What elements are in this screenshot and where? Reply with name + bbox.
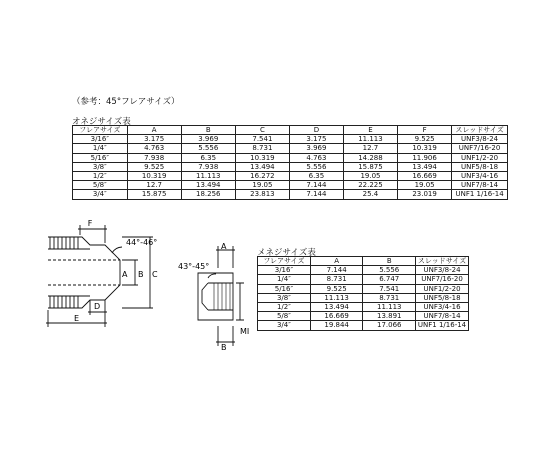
female-table-cell: 5/8″	[258, 312, 311, 321]
male-table-row	[73, 162, 508, 171]
female-table-cell: 3/8″	[258, 293, 311, 302]
male-table-header-cell: F	[398, 126, 452, 135]
male-table-row	[73, 144, 508, 153]
male-angle-label: 44°-46°	[126, 238, 158, 247]
female-table-cell: 19.844	[310, 321, 363, 330]
female-table-row	[258, 266, 469, 275]
female-table-row	[258, 275, 469, 284]
male-table-row	[73, 135, 508, 144]
male-table-cell: 1/2″	[73, 171, 128, 180]
male-dim-e: E	[74, 314, 80, 323]
male-table-cell: 5.556	[181, 144, 235, 153]
male-table-header-cell: D	[289, 126, 343, 135]
male-table-cell: 22.225	[343, 181, 397, 190]
male-table-cell: UNF7/16-20	[452, 144, 508, 153]
male-table-cell: 5/16″	[73, 153, 128, 162]
male-table-cell: UNF7/8-14	[452, 181, 508, 190]
female-table-cell: 16.669	[310, 312, 363, 321]
male-table-row	[73, 181, 508, 190]
male-dim-b: B	[138, 270, 144, 279]
male-table-cell: 5/8″	[73, 181, 128, 190]
female-table-row	[258, 293, 469, 302]
female-table-cell: UNF1/2-20	[416, 284, 469, 293]
male-table-cell: 7.144	[289, 190, 343, 199]
male-table-header-cell: C	[235, 126, 289, 135]
female-table-cell: 17.066	[363, 321, 416, 330]
male-table-cell: 19.05	[343, 171, 397, 180]
female-dim-b: B	[221, 343, 227, 350]
male-table-cell: UNF1 1/16-14	[452, 190, 508, 199]
male-table-cell: 23.813	[235, 190, 289, 199]
male-table-cell: 1/4″	[73, 144, 128, 153]
female-table-cell: UNF7/8-14	[416, 312, 469, 321]
female-table-cell: 3/16″	[258, 266, 311, 275]
male-table-cell: 10.319	[127, 171, 181, 180]
male-table-cell: 14.288	[343, 153, 397, 162]
female-dim-a: A	[221, 242, 227, 251]
male-table-cell: 16.272	[235, 171, 289, 180]
male-table-cell: 9.525	[127, 162, 181, 171]
male-table-row	[73, 171, 508, 180]
female-table-header-cell: フレアサイズ	[258, 257, 311, 266]
female-table-cell: 3/4″	[258, 321, 311, 330]
male-table-header-cell: E	[343, 126, 397, 135]
female-table-header-cell: B	[363, 257, 416, 266]
female-table-header-row	[258, 257, 469, 266]
female-table-cell: UNF3/8-24	[416, 266, 469, 275]
female-table-header-cell: スレッドサイズ	[416, 257, 469, 266]
male-table-cell: 5.556	[289, 162, 343, 171]
male-table-cell: UNF5/8-18	[452, 162, 508, 171]
male-dim-c: C	[152, 270, 158, 279]
female-table-cell: 8.731	[363, 293, 416, 302]
male-table-cell: 13.494	[181, 181, 235, 190]
male-table-cell: UNF3/8-24	[452, 135, 508, 144]
male-table-cell: 9.525	[398, 135, 452, 144]
male-dim-f: F	[87, 219, 93, 228]
female-table-row	[258, 312, 469, 321]
male-table-cell: 19.05	[398, 181, 452, 190]
male-table-header-cell: フレアサイズ	[73, 126, 128, 135]
male-dim-a: A	[122, 270, 128, 279]
male-table-cell: 15.875	[127, 190, 181, 199]
male-table-cell: UNF1/2-20	[452, 153, 508, 162]
male-table-cell: 3.175	[289, 135, 343, 144]
female-table-cell: 9.525	[310, 284, 363, 293]
male-table-cell: 3.175	[127, 135, 181, 144]
female-table-cell: UNF3/4-16	[416, 302, 469, 311]
female-table-cell: 13.494	[310, 302, 363, 311]
male-table-cell: 6.35	[181, 153, 235, 162]
male-table-cell: 16.669	[398, 171, 452, 180]
male-table-cell: 4.763	[289, 153, 343, 162]
male-table-cell: 3/4″	[73, 190, 128, 199]
male-dim-d: D	[94, 302, 101, 311]
female-table-cell: UNF5/8-18	[416, 293, 469, 302]
male-table-cell: 18.256	[181, 190, 235, 199]
male-table-cell: 7.938	[127, 153, 181, 162]
male-table-cell: 7.541	[235, 135, 289, 144]
female-dim-mi: MI	[240, 327, 250, 336]
female-fitting-diagram	[178, 238, 253, 350]
female-table-cell: 13.891	[363, 312, 416, 321]
female-table-cell: 5/16″	[258, 284, 311, 293]
male-table-cell: 7.938	[181, 162, 235, 171]
female-table-cell: 7.144	[310, 266, 363, 275]
female-table-cell: 8.731	[310, 275, 363, 284]
female-table-row	[258, 284, 469, 293]
female-table-cell: 11.113	[363, 302, 416, 311]
female-table-header-cell: A	[310, 257, 363, 266]
male-table-row	[73, 153, 508, 162]
female-angle-label: 43°-45°	[178, 262, 210, 271]
male-table-header-cell: A	[127, 126, 181, 135]
female-table-cell: 1/4″	[258, 275, 311, 284]
male-table-header-row	[73, 126, 508, 135]
male-table-cell: 3/8″	[73, 162, 128, 171]
female-table-row	[258, 321, 469, 330]
male-size-table	[72, 125, 508, 200]
male-fitting-diagram	[30, 215, 160, 330]
male-table-cell: 11.113	[181, 171, 235, 180]
male-table-cell: 11.906	[398, 153, 452, 162]
male-table-cell: 3.969	[181, 135, 235, 144]
female-size-table	[257, 256, 469, 331]
male-table-cell: 13.494	[235, 162, 289, 171]
male-table-cell: 10.319	[398, 144, 452, 153]
male-table-cell: 25.4	[343, 190, 397, 199]
female-table-title: メネジサイズ表	[257, 248, 316, 258]
male-table-header-cell: B	[181, 126, 235, 135]
male-table-cell: 7.144	[289, 181, 343, 190]
female-table-cell: UNF1 1/16-14	[416, 321, 469, 330]
male-table-cell: 15.875	[343, 162, 397, 171]
male-table-cell: 8.731	[235, 144, 289, 153]
female-table-cell: UNF7/16-20	[416, 275, 469, 284]
female-table-cell: 1/2″	[258, 302, 311, 311]
male-table-cell: 13.494	[398, 162, 452, 171]
female-table-cell: 11.113	[310, 293, 363, 302]
male-table-row	[73, 190, 508, 199]
female-table-cell: 6.747	[363, 275, 416, 284]
male-table-cell: 10.319	[235, 153, 289, 162]
male-table-cell: 6.35	[289, 171, 343, 180]
male-table-header-cell: スレッドサイズ	[452, 126, 508, 135]
male-table-cell: 3.969	[289, 144, 343, 153]
female-table-row	[258, 302, 469, 311]
male-table-cell: 23.019	[398, 190, 452, 199]
male-table-cell: UNF3/4-16	[452, 171, 508, 180]
reference-note: （参考：45°フレアサイズ）	[72, 97, 180, 107]
male-table-title: オネジサイズ表	[72, 117, 131, 127]
male-table-cell: 11.113	[343, 135, 397, 144]
male-table-cell: 3/16″	[73, 135, 128, 144]
female-table-cell: 7.541	[363, 284, 416, 293]
male-table-cell: 12.7	[343, 144, 397, 153]
male-table-cell: 12.7	[127, 181, 181, 190]
male-table-cell: 19.05	[235, 181, 289, 190]
female-table-cell: 5.556	[363, 266, 416, 275]
male-table-cell: 4.763	[127, 144, 181, 153]
